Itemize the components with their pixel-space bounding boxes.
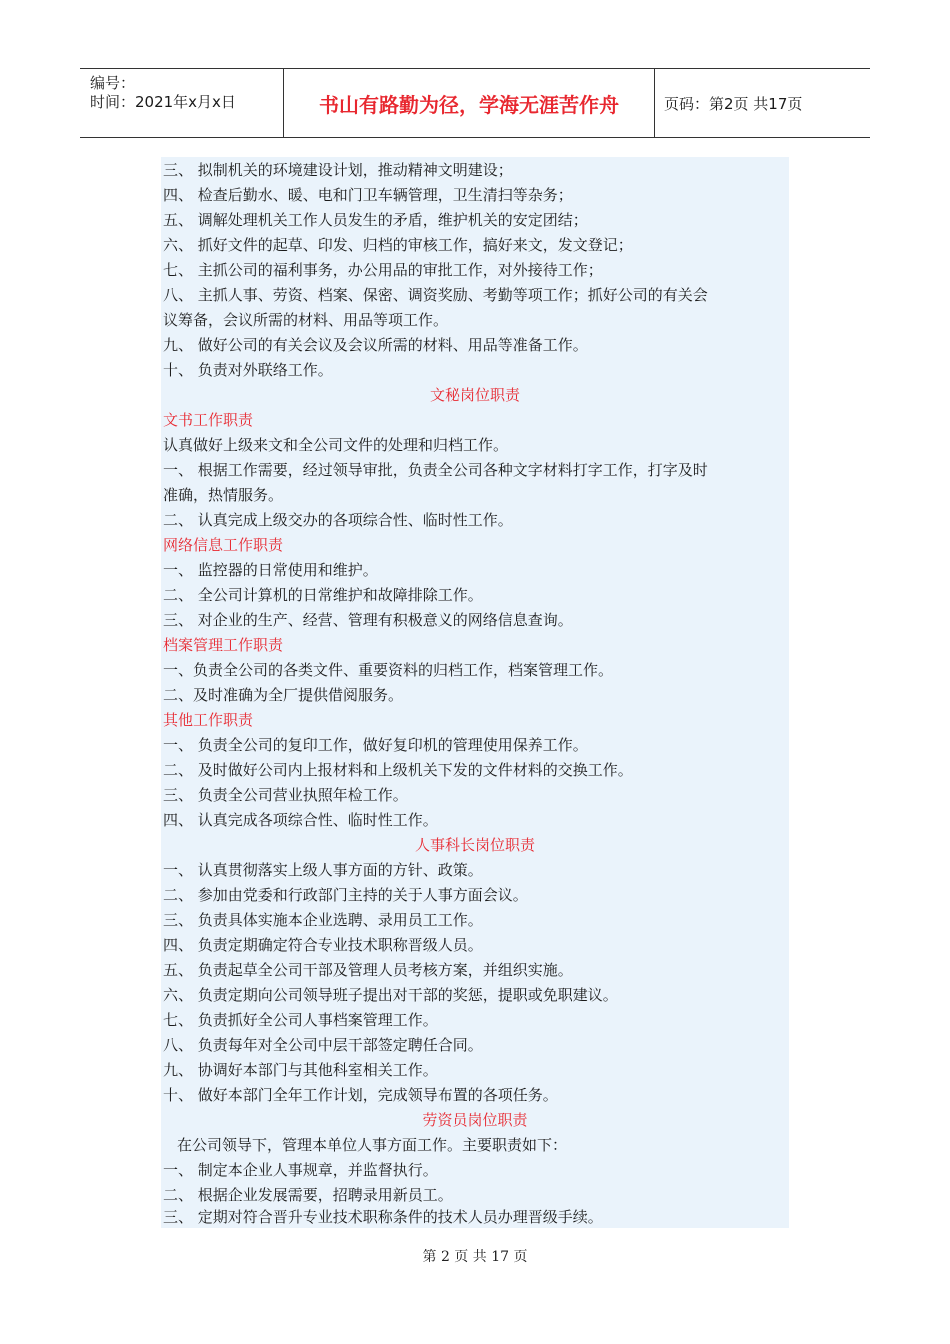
duty-item: 八、 负责每年对全公司中层干部签定聘任合同。 [163, 1036, 483, 1054]
duty-item: 八、 主抓人事、劳资、档案、保密、调资奖励、考勤等项工作；抓好公司的有关会 [163, 286, 708, 304]
duty-item: 三、 拟制机关的环境建设计划，推动精神文明建设； [163, 161, 513, 179]
duty-item: 五、 负责起草全公司干部及管理人员考核方案，并组织实施。 [163, 961, 573, 979]
duty-item: 四、 负责定期确定符合专业技术职称晋级人员。 [163, 936, 483, 954]
page-header [80, 68, 870, 138]
page-number-label: 页码：第2页 共17页 [664, 94, 803, 113]
duty-item-continued: 准确，热情服务。 [163, 486, 284, 504]
document-body [161, 157, 789, 1228]
page-number-cell [654, 69, 870, 137]
duty-item: 二、 及时做好公司内上报材料和上级机关下发的文件材料的交换工作。 [163, 761, 633, 779]
duty-item: 七、 负责抓好全公司人事档案管理工作。 [163, 1011, 438, 1029]
duty-item: 一、 负责全公司的复印工作，做好复印机的管理使用保养工作。 [163, 736, 588, 754]
duty-item: 二、及时准确为全厂提供借阅服务。 [163, 686, 404, 704]
motto: 书山有路勤为径，学海无涯苦作舟 [283, 69, 655, 137]
duty-item: 一、 认真贯彻落实上级人事方面的方针、政策。 [163, 861, 483, 879]
subsection-title: 其他工作职责 [163, 711, 254, 729]
duty-item: 三、 对企业的生产、经营、管理有积极意义的网络信息查询。 [163, 611, 573, 629]
page-footer: 第 2 页 共 17 页 [422, 1249, 528, 1265]
duty-item: 九、 协调好本部门与其他科室相关工作。 [163, 1061, 438, 1079]
duty-item: 四、 认真完成各项综合性、临时性工作。 [163, 811, 438, 829]
duty-item: 六、 抓好文件的起草、印发、归档的审核工作，搞好来文，发文登记； [163, 236, 633, 254]
duty-item: 七、 主抓公司的福利事务，办公用品的审批工作，对外接待工作； [163, 261, 603, 279]
duty-item: 一、 监控器的日常使用和维护。 [163, 561, 378, 579]
header-info-cell [80, 69, 283, 137]
duty-item: 二、 认真完成上级交办的各项综合性、临时性工作。 [163, 511, 513, 529]
duty-item: 二、 全公司计算机的日常维护和故障排除工作。 [163, 586, 483, 604]
duty-intro: 在公司领导下，管理本单位人事方面工作。主要职责如下： [177, 1136, 568, 1154]
duty-item-continued: 议筹备，会议所需的材料、用品等项工作。 [163, 311, 449, 329]
section-title: 文秘岗位职责 [429, 386, 520, 404]
duty-item: 二、 根据企业发展需要，招聘录用新员工。 [163, 1186, 453, 1204]
duty-item: 三、 定期对符合晋升专业技术职称条件的技术人员办理晋级手续。 [163, 1208, 603, 1226]
section-title: 劳资员岗位职责 [422, 1111, 528, 1129]
duty-item: 九、 做好公司的有关会议及会议所需的材料、用品等准备工作。 [163, 336, 588, 354]
duty-item: 四、 检查后勤水、暖、电和门卫车辆管理，卫生清扫等杂务； [163, 186, 573, 204]
section-title: 人事科长岗位职责 [414, 836, 535, 854]
duty-item: 十、 负责对外联络工作。 [163, 361, 333, 379]
document-number-label: 编号： [90, 74, 136, 92]
subsection-title: 文书工作职责 [163, 411, 254, 429]
duty-item: 六、 负责定期向公司领导班子提出对干部的奖惩，提职或免职建议。 [163, 986, 618, 1004]
subsection-title: 档案管理工作职责 [163, 636, 284, 654]
subsection-title: 网络信息工作职责 [163, 536, 284, 554]
duty-item: 三、 负责具体实施本企业选聘、录用员工工作。 [163, 911, 483, 929]
duty-item: 一、 根据工作需要，经过领导审批，负责全公司各种文字材料打字工作，打字及时 [163, 461, 708, 479]
duty-item: 十、 做好本部门全年工作计划，完成领导布置的各项任务。 [163, 1086, 558, 1104]
duty-item: 五、 调解处理机关工作人员发生的矛盾，维护机关的安定团结； [163, 211, 588, 229]
date-label: 时间：2021年x月x日 [90, 93, 236, 111]
duty-item: 三、 负责全公司营业执照年检工作。 [163, 786, 408, 804]
duty-intro: 认真做好上级来文和全公司文件的处理和归档工作。 [163, 436, 509, 454]
duty-item: 一、 制定本企业人事规章，并监督执行。 [163, 1161, 438, 1179]
duty-item: 二、 参加由党委和行政部门主持的关于人事方面会议。 [163, 886, 528, 904]
duty-item: 一、负责全公司的各类文件、重要资料的归档工作，档案管理工作。 [163, 661, 614, 679]
